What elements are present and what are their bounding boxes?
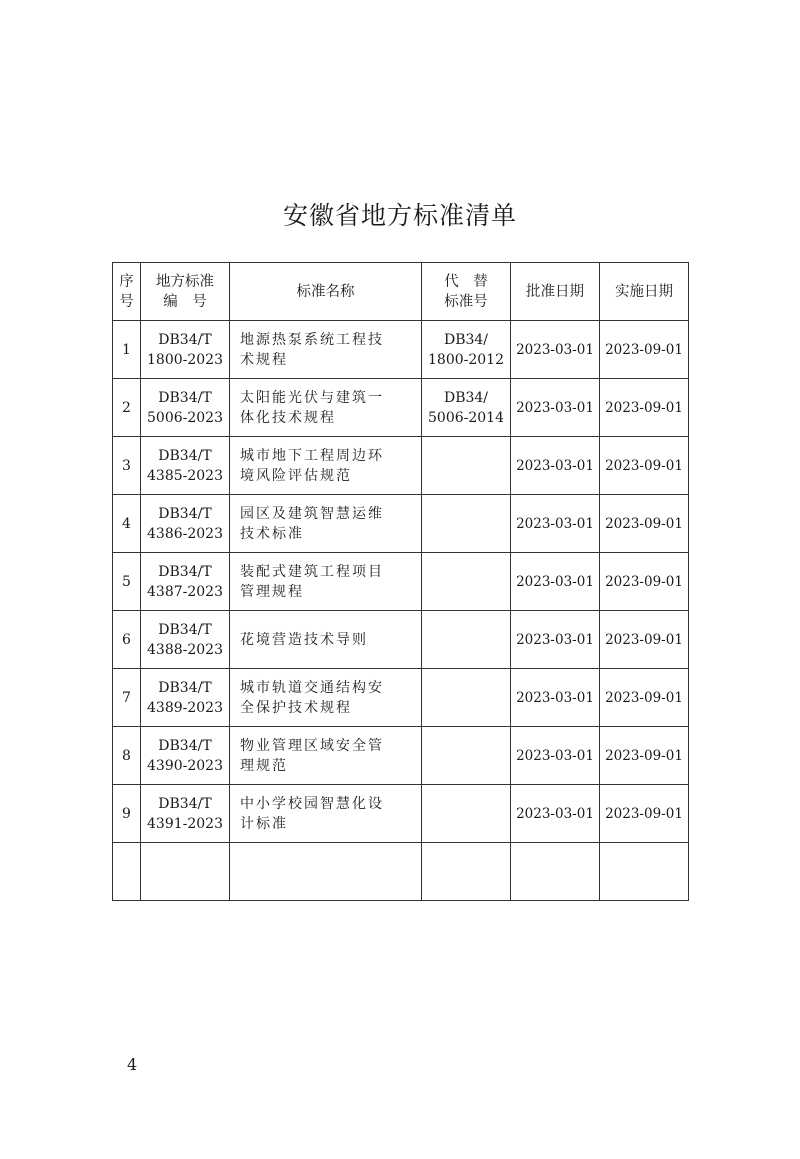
implement-date: 2023-09-01 xyxy=(600,611,689,669)
row-index: 8 xyxy=(113,727,141,785)
approve-date: 2023-03-01 xyxy=(511,553,600,611)
row-index: 5 xyxy=(113,553,141,611)
page-number: 4 xyxy=(127,1055,138,1074)
standard-code: DB34/T 4388-2023 xyxy=(141,611,230,669)
replaced-standard xyxy=(422,669,511,727)
standard-code: DB34/T 4386-2023 xyxy=(141,495,230,553)
implement-date: 2023-09-01 xyxy=(600,727,689,785)
replaced-standard xyxy=(422,785,511,843)
table-header-row xyxy=(113,263,689,321)
approve-date: 2023-03-01 xyxy=(511,727,600,785)
table-row xyxy=(113,495,689,553)
standard-name: 花境营造技术导则 xyxy=(230,611,422,669)
header-code: 地方标准 编 号 xyxy=(141,263,230,321)
header-name: 标准名称 xyxy=(230,263,422,321)
standard-name: 太阳能光伏与建筑一 体化技术规程 xyxy=(230,379,422,437)
implement-date: 2023-09-01 xyxy=(600,495,689,553)
header-approve-date: 批准日期 xyxy=(511,263,600,321)
standard-name: 物业管理区域安全管 理规范 xyxy=(230,727,422,785)
implement-date: 2023-09-01 xyxy=(600,437,689,495)
table-row-empty xyxy=(113,843,689,901)
replaced-standard xyxy=(422,611,511,669)
table-row xyxy=(113,727,689,785)
page-title: 安徽省地方标准清单 xyxy=(282,201,517,230)
row-index: 6 xyxy=(113,611,141,669)
approve-date: 2023-03-01 xyxy=(511,379,600,437)
replaced-standard: DB34/ 1800-2012 xyxy=(422,321,511,379)
standard-name: 城市轨道交通结构安 全保护技术规程 xyxy=(230,669,422,727)
empty-cell xyxy=(600,843,689,901)
implement-date: 2023-09-01 xyxy=(600,379,689,437)
empty-cell xyxy=(511,843,600,901)
table-row xyxy=(113,379,689,437)
approve-date: 2023-03-01 xyxy=(511,437,600,495)
header-implement-date: 实施日期 xyxy=(600,263,689,321)
replaced-standard: DB34/ 5006-2014 xyxy=(422,379,511,437)
standard-name: 地源热泵系统工程技 术规程 xyxy=(230,321,422,379)
row-index: 4 xyxy=(113,495,141,553)
empty-cell xyxy=(230,843,422,901)
implement-date: 2023-09-01 xyxy=(600,553,689,611)
standard-code: DB34/T 4390-2023 xyxy=(141,727,230,785)
standard-code: DB34/T 1800-2023 xyxy=(141,321,230,379)
approve-date: 2023-03-01 xyxy=(511,669,600,727)
replaced-standard xyxy=(422,437,511,495)
row-index: 3 xyxy=(113,437,141,495)
row-index: 9 xyxy=(113,785,141,843)
empty-cell xyxy=(422,843,511,901)
replaced-standard xyxy=(422,553,511,611)
approve-date: 2023-03-01 xyxy=(511,611,600,669)
table-row xyxy=(113,437,689,495)
header-index: 序 号 xyxy=(113,263,141,321)
table-row xyxy=(113,669,689,727)
standard-code: DB34/T 4389-2023 xyxy=(141,669,230,727)
replaced-standard xyxy=(422,727,511,785)
standard-name: 园区及建筑智慧运维 技术标准 xyxy=(230,495,422,553)
standard-code: DB34/T 5006-2023 xyxy=(141,379,230,437)
standards-table xyxy=(112,262,689,901)
approve-date: 2023-03-01 xyxy=(511,785,600,843)
empty-cell xyxy=(113,843,141,901)
standard-code: DB34/T 4385-2023 xyxy=(141,437,230,495)
table-row xyxy=(113,611,689,669)
table-row xyxy=(113,785,689,843)
row-index: 1 xyxy=(113,321,141,379)
standard-name: 中小学校园智慧化设 计标准 xyxy=(230,785,422,843)
standard-code: DB34/T 4391-2023 xyxy=(141,785,230,843)
implement-date: 2023-09-01 xyxy=(600,785,689,843)
row-index: 7 xyxy=(113,669,141,727)
replaced-standard xyxy=(422,495,511,553)
approve-date: 2023-03-01 xyxy=(511,321,600,379)
empty-cell xyxy=(141,843,230,901)
implement-date: 2023-09-01 xyxy=(600,321,689,379)
standard-name: 城市地下工程周边环 境风险评估规范 xyxy=(230,437,422,495)
standard-name: 装配式建筑工程项目 管理规程 xyxy=(230,553,422,611)
approve-date: 2023-03-01 xyxy=(511,495,600,553)
standard-code: DB34/T 4387-2023 xyxy=(141,553,230,611)
implement-date: 2023-09-01 xyxy=(600,669,689,727)
table-row xyxy=(113,321,689,379)
header-replaces: 代 替 标准号 xyxy=(422,263,511,321)
row-index: 2 xyxy=(113,379,141,437)
table-row xyxy=(113,553,689,611)
